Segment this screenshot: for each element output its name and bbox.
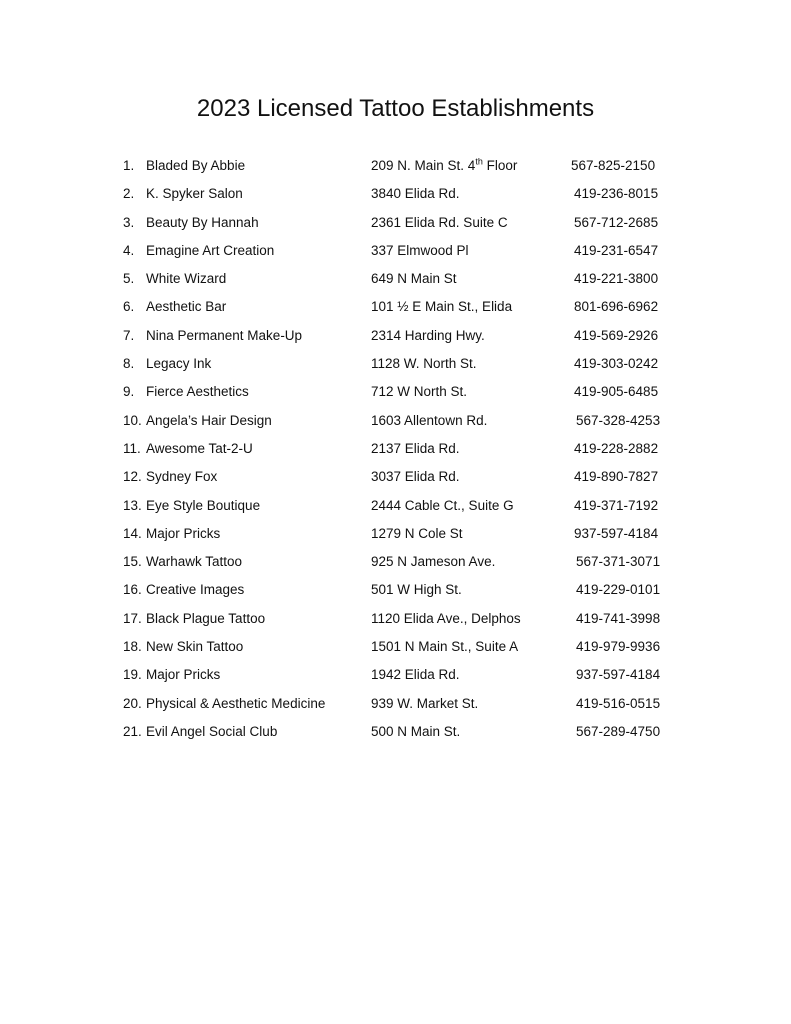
list-item [0, 520, 791, 548]
establishment-name: Aesthetic Bar [146, 299, 227, 315]
list-item [0, 633, 791, 661]
establishment-phone: 419-890-7827 [574, 469, 659, 485]
establishment-phone: 419-229-0101 [576, 582, 661, 598]
establishment-address: 500 N Main St. [371, 723, 461, 739]
establishment-address: 209 N. Main St. 4th Floor [371, 156, 518, 173]
establishment-name: Eye Style Boutique [146, 497, 261, 513]
establishment-phone: 419-905-6485 [574, 384, 659, 400]
list-item [0, 180, 791, 208]
establishment-name: Beauty By Hannah [146, 214, 259, 230]
list-item [0, 661, 791, 689]
list-item [0, 209, 791, 237]
item-number: 4. [123, 242, 135, 258]
list-item [0, 690, 791, 718]
establishment-address: 1603 Allentown Rd. [371, 412, 488, 428]
list-item [0, 378, 791, 406]
establishment-name: Warhawk Tattoo [146, 554, 243, 570]
establishment-name: New Skin Tattoo [146, 639, 244, 655]
establishment-address: 939 W. Market St. [371, 695, 479, 711]
establishment-name: Angela’s Hair Design [146, 412, 272, 428]
establishment-phone: 419-221-3800 [574, 271, 659, 287]
list-item [0, 322, 791, 350]
establishment-name: Awesome Tat-2-U [146, 440, 253, 456]
item-number: 5. [123, 271, 135, 287]
establishment-phone: 937-597-4184 [574, 525, 659, 541]
establishment-phone: 567-712-2685 [574, 214, 659, 230]
item-number: 11. [123, 440, 141, 456]
list-item [0, 605, 791, 633]
establishment-name: Major Pricks [146, 525, 221, 541]
establishment-address: 2314 Harding Hwy. [371, 327, 485, 343]
establishment-phone: 567-371-3071 [576, 554, 661, 570]
establishment-phone: 567-825-2150 [571, 158, 656, 173]
establishment-phone: 419-228-2882 [574, 440, 659, 456]
list-item [0, 435, 791, 463]
item-number: 19. [123, 667, 142, 683]
list-item [0, 463, 791, 491]
establishment-phone: 419-741-3998 [576, 610, 661, 626]
establishment-address: 712 W North St. [371, 384, 468, 400]
establishment-phone: 937-597-4184 [576, 667, 661, 683]
item-number: 13. [123, 497, 142, 513]
establishment-address: 1279 N Cole St [371, 525, 463, 541]
establishment-phone: 419-231-6547 [574, 242, 659, 258]
establishment-name: Fierce Aesthetics [146, 384, 249, 400]
item-number: 18. [123, 639, 142, 655]
item-number: 17. [123, 610, 142, 626]
list-item [0, 548, 791, 576]
list-item [0, 407, 791, 435]
item-number: 15. [123, 554, 142, 570]
list-item [0, 152, 791, 180]
establishment-phone: 419-371-7192 [574, 497, 659, 513]
establishment-phone: 419-303-0242 [574, 356, 659, 372]
establishment-address: 649 N Main St [371, 271, 457, 287]
establishment-name: Creative Images [146, 582, 245, 598]
page-title: 2023 Licensed Tattoo Establishments [196, 95, 595, 122]
establishment-address: 2444 Cable Ct., Suite G [371, 497, 514, 513]
establishment-phone: 567-328-4253 [576, 412, 661, 428]
establishment-phone: 419-979-9936 [576, 639, 661, 655]
establishment-address: 1942 Elida Rd. [371, 667, 460, 683]
establishment-name: Sydney Fox [146, 469, 218, 485]
establishment-address: 1120 Elida Ave., Delphos [371, 610, 521, 626]
establishment-name: Bladed By Abbie [146, 158, 246, 173]
establishment-address: 2361 Elida Rd. Suite C [371, 214, 508, 230]
list-item [0, 265, 791, 293]
establishment-name: Evil Angel Social Club [146, 723, 278, 739]
establishment-address: 337 Elmwood Pl [371, 242, 469, 258]
establishment-name: Nina Permanent Make-Up [146, 327, 303, 343]
establishment-name: White Wizard [146, 271, 227, 287]
item-number: 3. [123, 214, 135, 230]
establishment-name: Black Plague Tattoo [146, 610, 266, 626]
item-number: 12. [123, 469, 142, 485]
item-number: 6. [123, 299, 135, 315]
establishment-address: 925 N Jameson Ave. [371, 554, 496, 570]
establishment-name: Major Pricks [146, 667, 221, 683]
list-item [0, 576, 791, 604]
list-item [0, 293, 791, 321]
establishment-address: 101 ½ E Main St., Elida [371, 299, 513, 315]
list-item [0, 718, 791, 746]
item-number: 9. [123, 384, 135, 400]
establishment-phone: 419-569-2926 [574, 327, 659, 343]
list-item [0, 492, 791, 520]
establishment-address: 3037 Elida Rd. [371, 469, 460, 485]
item-number: 16. [123, 582, 142, 598]
establishment-phone: 801-696-6962 [574, 299, 659, 315]
item-number: 8. [123, 356, 135, 372]
item-number: 2. [123, 186, 135, 202]
item-number: 21. [123, 723, 142, 739]
item-number: 20. [123, 695, 142, 711]
establishment-name: Emagine Art Creation [146, 242, 275, 258]
establishment-list [0, 152, 791, 746]
establishment-address: 501 W High St. [371, 582, 462, 598]
item-number: 10. [123, 412, 142, 428]
item-number: 14. [123, 525, 142, 541]
item-number: 7. [123, 327, 135, 343]
establishment-address: 1128 W. North St. [371, 356, 477, 372]
establishment-address: 3840 Elida Rd. [371, 186, 460, 202]
establishment-phone: 419-516-0515 [576, 695, 661, 711]
establishment-address: 1501 N Main St., Suite A [371, 639, 519, 655]
establishment-name: Physical & Aesthetic Medicine [146, 695, 326, 711]
establishment-phone: 419-236-8015 [574, 186, 659, 202]
list-item [0, 237, 791, 265]
item-number: 1. [123, 158, 135, 173]
establishment-name: K. Spyker Salon [146, 186, 243, 202]
establishment-phone: 567-289-4750 [576, 723, 661, 739]
establishment-name: Legacy Ink [146, 356, 212, 372]
establishment-address: 2137 Elida Rd. [371, 440, 460, 456]
list-item [0, 350, 791, 378]
